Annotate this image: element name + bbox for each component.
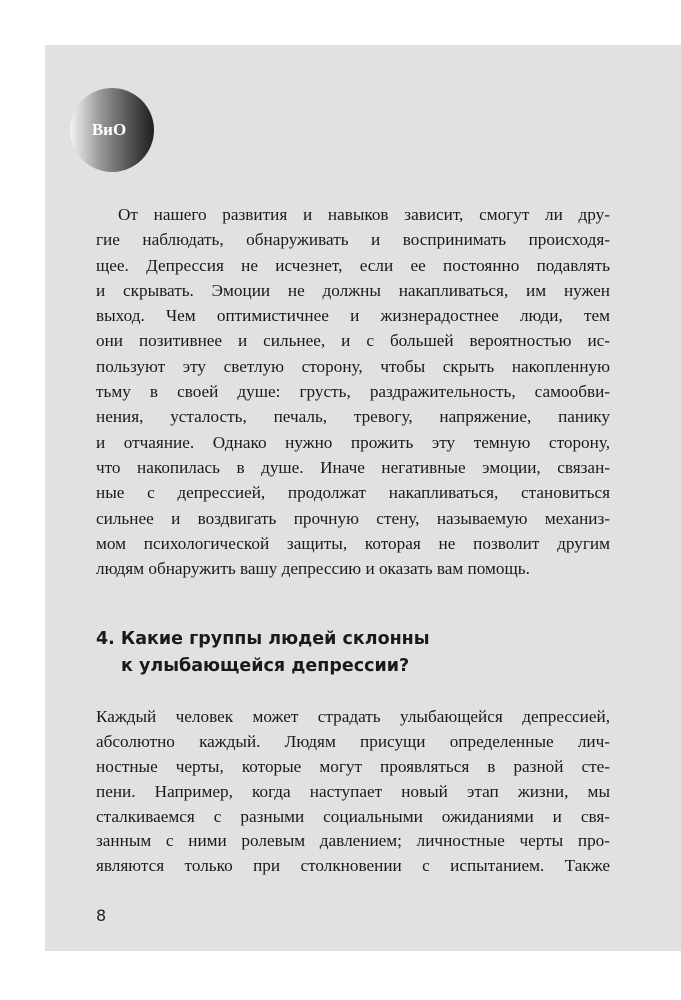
- publisher-logo: [70, 88, 154, 172]
- paragraph-1: [96, 202, 610, 581]
- text-line: и скрывать. Эмоции не должны накапливаться, им нужен: [96, 280, 610, 300]
- text-line: щее. Депрессия не исчезнет, если ее постоянно подавлять: [96, 255, 610, 275]
- text-line: Каждый человек может страдать улыбающейся депрессией,: [96, 707, 610, 726]
- text-line: тьму в своей душе: грусть, раздражительность, самообви-: [96, 382, 610, 402]
- text-line: выход. Чем оптимистичнее и жизнерадостнее люди, тем: [96, 306, 610, 326]
- publisher-logo-text: ВиО: [91, 120, 127, 139]
- text-line: ностные черты, которые могут проявляться в разной сте-: [96, 756, 610, 776]
- text-line: и отчаяние. Однако нужно прожить эту темную сторону,: [96, 432, 610, 452]
- text-line: ные с депрессией, продолжат накапливаться, становиться: [96, 483, 610, 503]
- text-line: занным с ними ролевым давлением; личностные черты про-: [96, 831, 610, 851]
- text-line: что накопилась в душе. Иначе негативные эмоции, связан-: [96, 457, 610, 477]
- text-line: абсолютно каждый. Людям присущи определенные лич-: [96, 731, 610, 751]
- text-line: сильнее и воздвигать прочную стену, называемую механиз-: [96, 508, 610, 528]
- text-line: мом психологической защиты, которая не позволит другим: [96, 533, 610, 553]
- text-line: нения, усталость, печаль, тревогу, напряжение, панику: [96, 407, 610, 427]
- text-line: они позитивнее и сильнее, и с большей вероятностью ис-: [96, 331, 610, 351]
- paragraph-2: [96, 705, 610, 879]
- heading-line: к улыбающейся депрессии?: [121, 656, 410, 676]
- text-line: людям обнаружить вашу депрессию и оказать вам помощь.: [96, 559, 530, 579]
- text-line: гие наблюдать, обнаруживать и воспринимать происходя-: [96, 230, 610, 250]
- page-number: 8: [96, 906, 107, 925]
- text-line: пользуют эту светлую сторону, чтобы скрыть накопленную: [96, 356, 610, 376]
- text-line: От нашего развития и навыков зависит, смогут ли дру-: [118, 205, 610, 224]
- text-line: являются только при столкновении с испытанием. Также: [96, 856, 610, 876]
- text-line: пени. Например, когда наступает новый этап жизни, мы: [96, 781, 610, 801]
- text-line: сталкиваемся с разными социальными ожиданиями и свя-: [96, 806, 610, 826]
- section-heading: [96, 626, 430, 680]
- heading-line: 4. Какие группы людей склонны: [96, 629, 430, 649]
